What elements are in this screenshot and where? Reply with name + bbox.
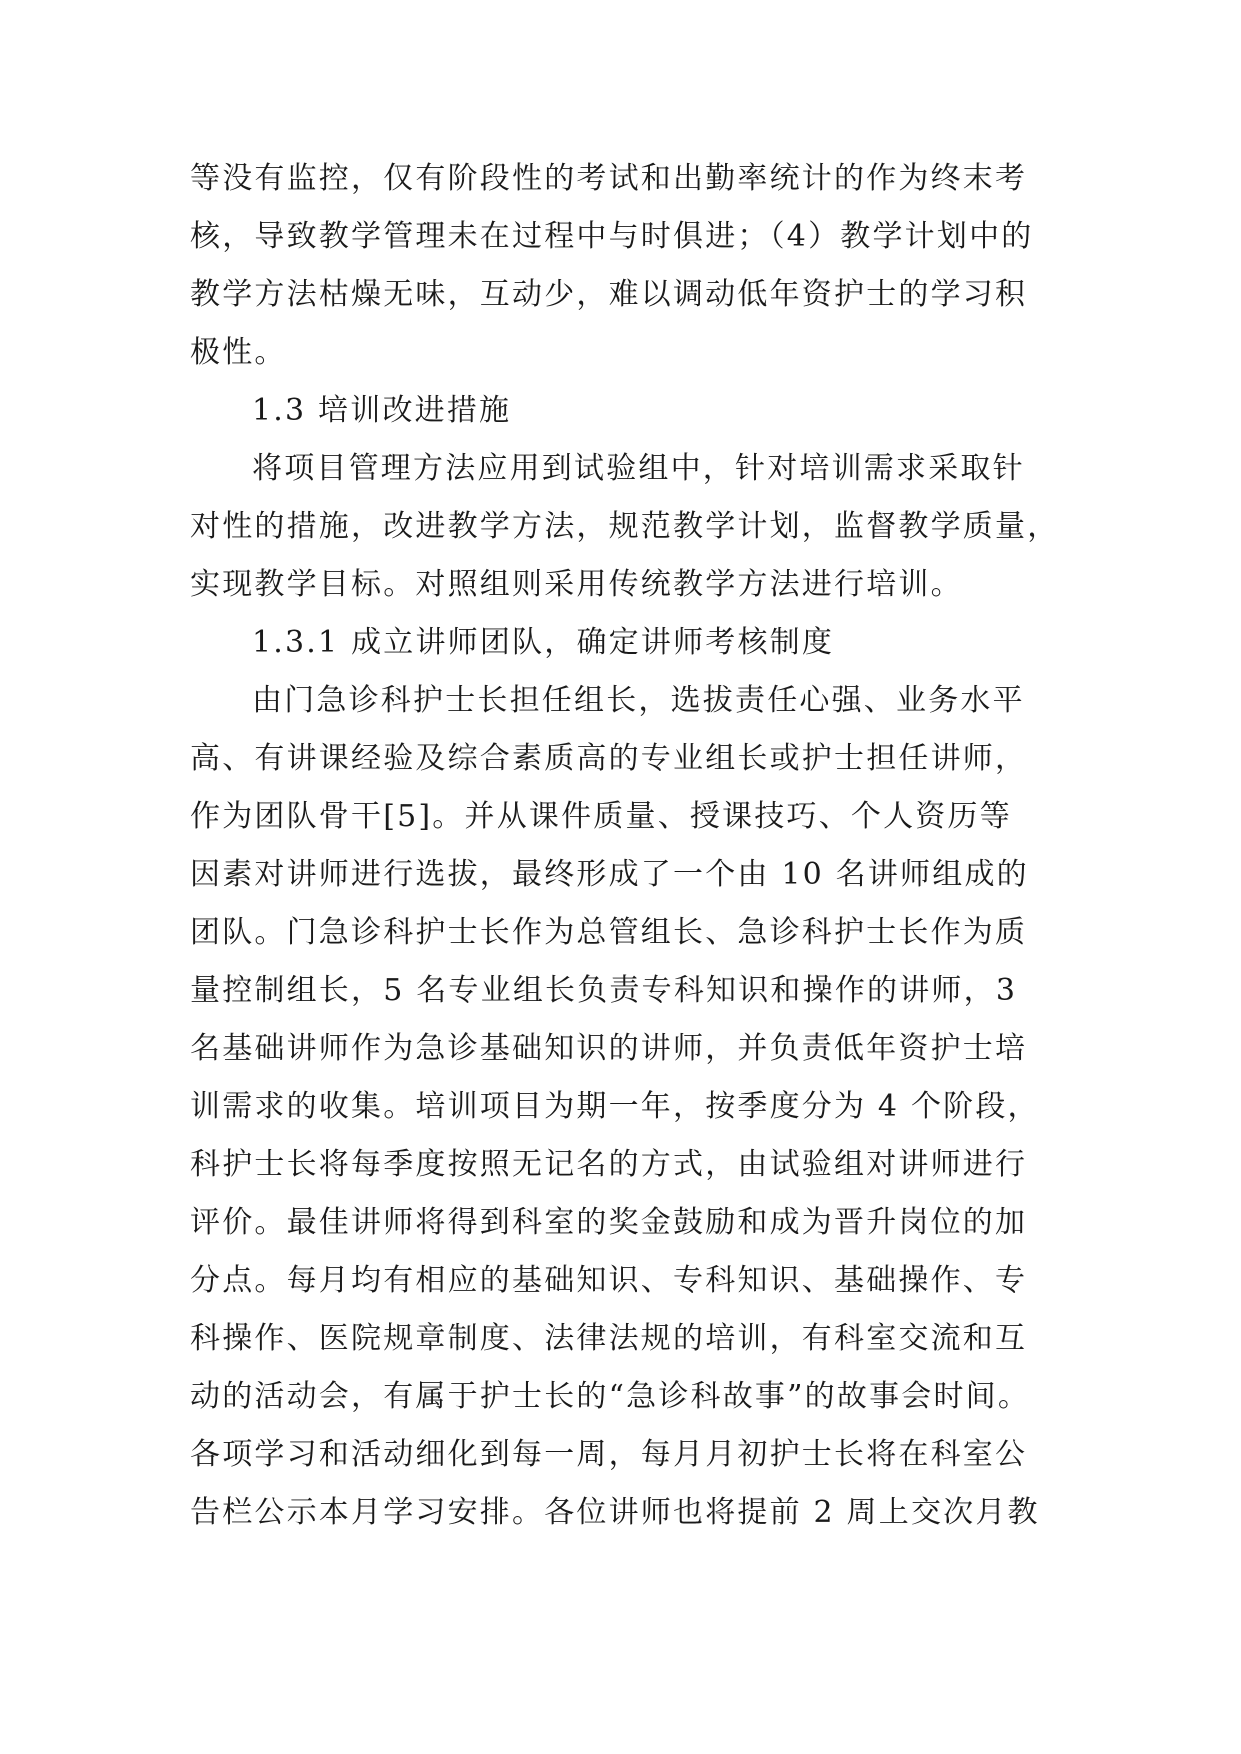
text-line: 作为团队骨干[5]。并从课件质量、授课技巧、个人资历等 (190, 799, 1012, 834)
text-line: 等没有监控，仅有阶段性的考试和出勤率统计的作为终末考 (190, 161, 1028, 196)
text-line: 将项目管理方法应用到试验组中，针对培训需求采取针 (252, 451, 1025, 486)
text-line: 实现教学目标。对照组则采用传统教学方法进行培训。 (190, 567, 963, 602)
text-line: 科护士长将每季度按照无记名的方式，由试验组对讲师进行 (190, 1147, 1028, 1182)
text-line: 团队。门急诊科护士长作为总管组长、急诊科护士长作为质 (190, 915, 1028, 950)
text-line: 告栏公示本月学习安排。各位讲师也将提前 2 周上交次月教 (190, 1495, 1040, 1530)
text-line: 因素对讲师进行选拔，最终形成了一个由 10 名讲师组成的 (190, 857, 1029, 892)
text-line: 评价。最佳讲师将得到科室的奖金鼓励和成为晋升岗位的加 (190, 1205, 1028, 1240)
section-heading: 1.3 培训改进措施 (252, 393, 512, 428)
subsection-heading: 1.3.1 成立讲师团队，确定讲师考核制度 (252, 625, 835, 660)
text-line: 科操作、医院规章制度、法律法规的培训，有科室交流和互 (190, 1321, 1028, 1356)
text-line: 分点。每月均有相应的基础知识、专科知识、基础操作、专 (190, 1263, 1028, 1298)
text-line: 量控制组长，5 名专业组长负责专科知识和操作的讲师，3 (190, 973, 1018, 1008)
text-line: 核，导致教学管理未在过程中与时俱进；（4）教学计划中的 (190, 219, 1034, 254)
text-line: 训需求的收集。培训项目为期一年，按季度分为 4 个阶段， (190, 1089, 1040, 1124)
text-line: 各项学习和活动细化到每一周，每月月初护士长将在科室公 (190, 1437, 1028, 1472)
text-line: 名基础讲师作为急诊基础知识的讲师，并负责低年资护士培 (190, 1031, 1028, 1066)
text-line: 动的活动会，有属于护士长的“急诊科故事”的故事会时间。 (190, 1379, 1031, 1414)
text-line: 高、有讲课经验及综合素质高的专业组长或护士担任讲师， (190, 741, 1028, 776)
text-line: 极性。 (190, 335, 287, 370)
text-line: 教学方法枯燥无味，互动少，难以调动低年资护士的学习积 (190, 277, 1028, 312)
text-line: 对性的措施，改进教学方法，规范教学计划，监督教学质量， (190, 509, 1060, 544)
text-line: 由门急诊科护士长担任组长，选拔责任心强、业务水平 (252, 683, 1025, 718)
document-body (190, 150, 1060, 1542)
